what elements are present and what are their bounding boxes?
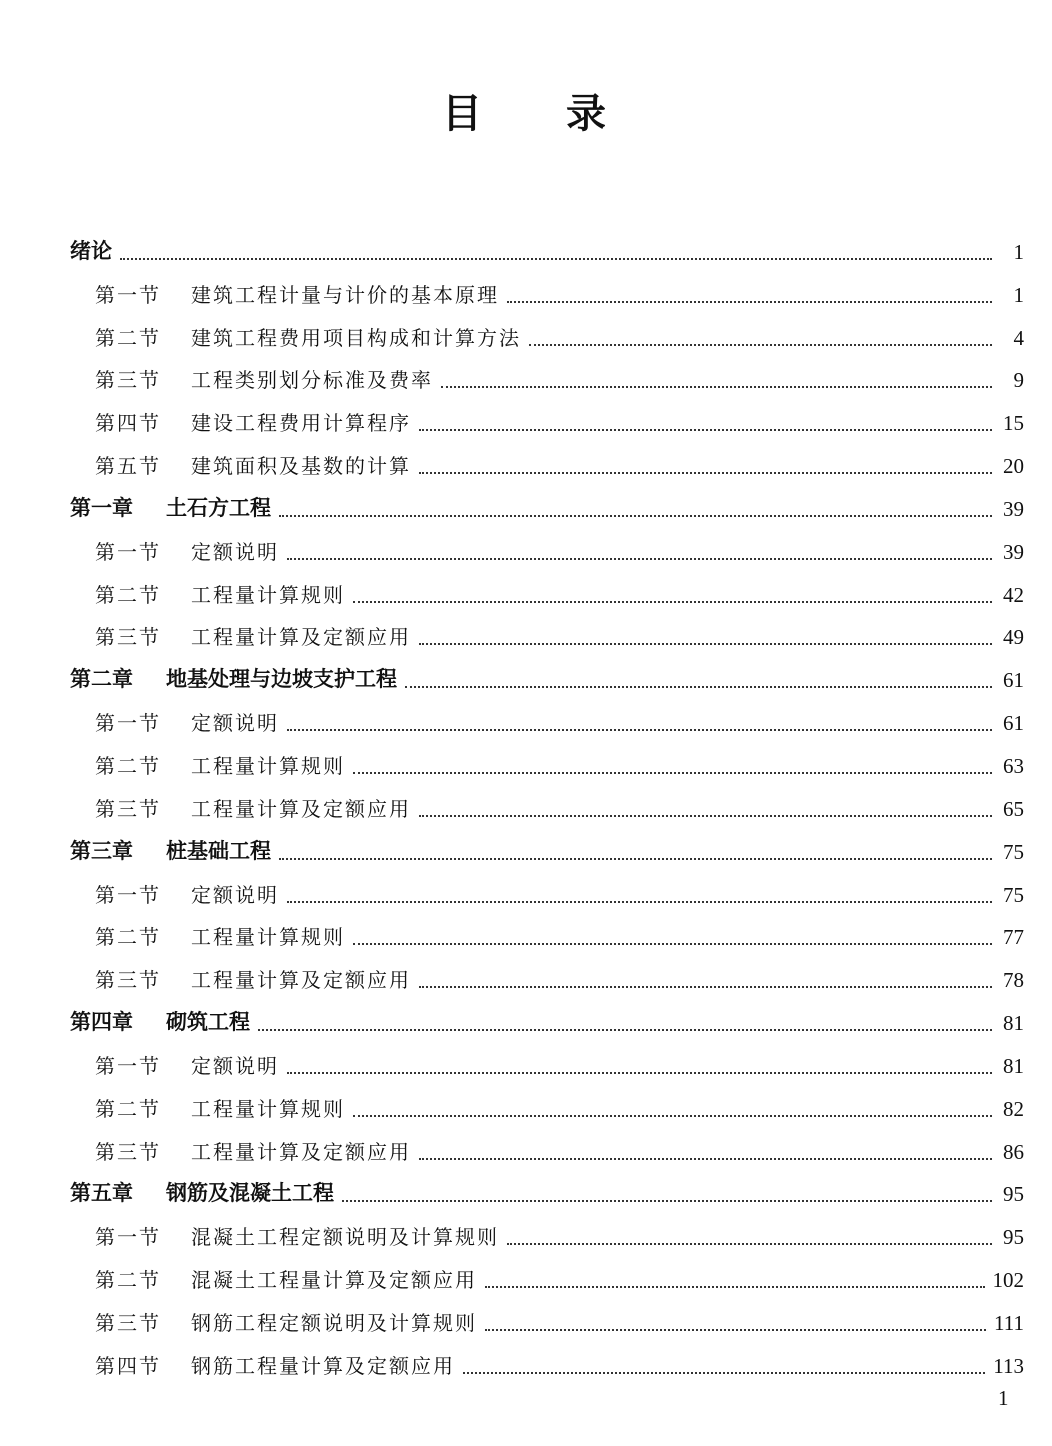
toc-entry-label: 第一节 (95, 282, 161, 307)
dot-leader (419, 986, 992, 988)
toc-entry-page-number: 86 (1003, 1139, 1024, 1164)
toc-section-entry[interactable] (70, 871, 1024, 914)
dot-leader (353, 1115, 992, 1117)
dot-leader (507, 1243, 992, 1245)
toc-section-entry[interactable] (70, 357, 1024, 400)
toc-chapter-entry[interactable] (70, 485, 1024, 528)
toc-entry-page-number: 75 (1003, 882, 1024, 907)
toc-entry-page-number: 82 (1003, 1096, 1024, 1121)
toc-entry-title: 定额说明 (191, 882, 279, 907)
dot-leader (279, 858, 992, 860)
toc-entry-page-number: 15 (1003, 411, 1024, 436)
dot-leader (353, 601, 992, 603)
toc-entry-title: 砌筑工程 (166, 1010, 250, 1035)
toc-section-entry[interactable] (70, 528, 1024, 571)
toc-entry-label: 第二节 (95, 1268, 161, 1293)
toc-entry-label: 绪论 (70, 238, 112, 263)
toc-chapter-entry[interactable] (70, 228, 1024, 271)
toc-entry-label: 第四节 (95, 1353, 161, 1378)
dot-leader (287, 558, 992, 560)
toc-section-entry[interactable] (70, 699, 1024, 742)
toc-entry-title: 工程量计算规则 (191, 1096, 345, 1121)
toc-entry-label: 第二节 (95, 925, 161, 950)
toc-entry-page-number: 1 (1013, 282, 1024, 307)
toc-entry-page-number: 102 (992, 1268, 1024, 1293)
dot-leader (287, 729, 992, 731)
toc-entry-page-number: 61 (1003, 668, 1024, 693)
dot-leader (441, 386, 992, 388)
toc-entry-page-number: 75 (1003, 839, 1024, 864)
toc-entry-page-number: 39 (1003, 539, 1024, 564)
dot-leader (287, 1072, 992, 1074)
toc-entry-title: 定额说明 (191, 711, 279, 736)
toc-entry-title: 混凝土工程定额说明及计算规则 (191, 1225, 499, 1250)
toc-section-entry[interactable] (70, 785, 1024, 828)
toc-entry-page-number: 81 (1003, 1053, 1024, 1078)
toc-entry-label: 第二节 (95, 753, 161, 778)
toc-entry-title: 建筑工程计量与计价的基本原理 (191, 282, 499, 307)
toc-entry-title: 工程量计算规则 (191, 753, 345, 778)
toc-entry-page-number: 1 (1013, 239, 1024, 264)
toc-entry-title: 钢筋工程量计算及定额应用 (191, 1353, 455, 1378)
toc-entry-title: 建筑面积及基数的计算 (191, 454, 411, 479)
page-number: 1 (998, 1386, 1009, 1410)
toc-section-entry[interactable] (70, 399, 1024, 442)
toc-entry-label: 第三节 (95, 1139, 161, 1164)
toc-entry-page-number: 63 (1003, 753, 1024, 778)
dot-leader (419, 643, 992, 645)
toc-entry-title: 工程量计算及定额应用 (191, 625, 411, 650)
toc-section-entry[interactable] (70, 742, 1024, 785)
toc-entry-page-number: 78 (1003, 968, 1024, 993)
toc-entry-title: 混凝土工程量计算及定额应用 (191, 1268, 477, 1293)
dot-leader (120, 258, 992, 260)
toc-section-entry[interactable] (70, 571, 1024, 614)
dot-leader (353, 943, 992, 945)
toc-entry-page-number: 95 (1003, 1182, 1024, 1207)
toc-chapter-entry[interactable] (70, 1171, 1024, 1214)
toc-entry-page-number: 9 (1013, 368, 1024, 393)
toc-section-entry[interactable] (70, 1213, 1024, 1256)
toc-entry-title: 定额说明 (191, 1053, 279, 1078)
toc-entry-title: 工程量计算及定额应用 (191, 1139, 411, 1164)
dot-leader (485, 1329, 986, 1331)
toc-entry-label: 第四章 (70, 1010, 133, 1035)
dot-leader (485, 1286, 985, 1288)
toc-entry-page-number: 65 (1003, 796, 1024, 821)
dot-leader (529, 344, 992, 346)
toc-entry-page-number: 113 (993, 1353, 1024, 1378)
dot-leader (419, 429, 992, 431)
toc-entry-label: 第三节 (95, 968, 161, 993)
toc-entry-label: 第一节 (95, 1053, 161, 1078)
toc-entry-label: 第二节 (95, 582, 161, 607)
toc-section-entry[interactable] (70, 1128, 1024, 1171)
toc-entry-label: 第二节 (95, 1096, 161, 1121)
toc-entry-page-number: 49 (1003, 625, 1024, 650)
dot-leader (353, 772, 992, 774)
toc-entry-page-number: 42 (1003, 582, 1024, 607)
toc-section-entry[interactable] (70, 1256, 1024, 1299)
toc-entry-label: 第一节 (95, 539, 161, 564)
toc-section-entry[interactable] (70, 314, 1024, 357)
dot-leader (279, 515, 992, 517)
toc-entry-page-number: 39 (1003, 496, 1024, 521)
title-char-1: 目 (442, 91, 486, 137)
toc-entry-label: 第三节 (95, 796, 161, 821)
dot-leader (419, 472, 992, 474)
toc-entry-title: 钢筋及混凝土工程 (166, 1181, 334, 1206)
toc-section-entry[interactable] (70, 271, 1024, 314)
toc-section-entry[interactable] (70, 1299, 1024, 1342)
toc-entry-title: 土石方工程 (166, 495, 271, 520)
toc-entry-title: 桩基础工程 (166, 838, 271, 863)
toc-entry-title: 工程量计算规则 (191, 925, 345, 950)
dot-leader (419, 1158, 992, 1160)
dot-leader (419, 815, 992, 817)
toc-section-entry[interactable] (70, 1342, 1024, 1385)
toc-entry-label: 第四节 (95, 411, 161, 436)
toc-entry-label: 第三节 (95, 625, 161, 650)
title-char-2: 录 (566, 91, 610, 137)
toc-entry-title: 建筑工程费用项目构成和计算方法 (191, 325, 521, 350)
toc-entry-label: 第一节 (95, 882, 161, 907)
toc-section-entry[interactable] (70, 914, 1024, 957)
toc-chapter-entry[interactable] (70, 999, 1024, 1042)
toc-entry-label: 第五节 (95, 454, 161, 479)
toc-entry-title: 工程量计算及定额应用 (191, 968, 411, 993)
toc-entry-page-number: 81 (1003, 1011, 1024, 1036)
toc-entry-label: 第一章 (70, 495, 133, 520)
toc-entry-label: 第三章 (70, 838, 133, 863)
toc-section-entry[interactable] (70, 956, 1024, 999)
toc-entry-page-number: 61 (1003, 711, 1024, 736)
toc-chapter-entry[interactable] (70, 656, 1024, 699)
toc-entry-page-number: 95 (1003, 1225, 1024, 1250)
toc-entry-title: 定额说明 (191, 539, 279, 564)
toc-entry-label: 第五章 (70, 1181, 133, 1206)
toc-entry-label: 第二节 (95, 325, 161, 350)
toc-section-entry[interactable] (70, 614, 1024, 657)
page-title (0, 82, 1052, 139)
dot-leader (342, 1200, 992, 1202)
toc-entry-page-number: 20 (1003, 454, 1024, 479)
toc-entry-title: 建设工程费用计算程序 (191, 411, 411, 436)
toc-entry-label: 第一节 (95, 711, 161, 736)
toc-chapter-entry[interactable] (70, 828, 1024, 871)
toc-entry-title: 工程类别划分标准及费率 (191, 368, 433, 393)
toc-entry-label: 第三节 (95, 368, 161, 393)
toc-entry-page-number: 4 (1013, 325, 1024, 350)
toc-entry-title: 工程量计算及定额应用 (191, 796, 411, 821)
toc-section-entry[interactable] (70, 442, 1024, 485)
toc-entry-label: 第三节 (95, 1310, 161, 1335)
toc-entry-title: 地基处理与边坡支护工程 (166, 667, 397, 692)
dot-leader (507, 301, 992, 303)
table-of-contents (70, 228, 1024, 1385)
toc-section-entry[interactable] (70, 1085, 1024, 1128)
dot-leader (405, 686, 992, 688)
dot-leader (463, 1372, 985, 1374)
toc-entry-title: 工程量计算规则 (191, 582, 345, 607)
toc-entry-page-number: 77 (1003, 925, 1024, 950)
dot-leader (287, 901, 992, 903)
toc-entry-label: 第一节 (95, 1225, 161, 1250)
dot-leader (258, 1029, 992, 1031)
toc-entry-page-number: 111 (994, 1310, 1024, 1335)
toc-entry-title: 钢筋工程定额说明及计算规则 (191, 1310, 477, 1335)
toc-entry-label: 第二章 (70, 667, 133, 692)
toc-section-entry[interactable] (70, 1042, 1024, 1085)
